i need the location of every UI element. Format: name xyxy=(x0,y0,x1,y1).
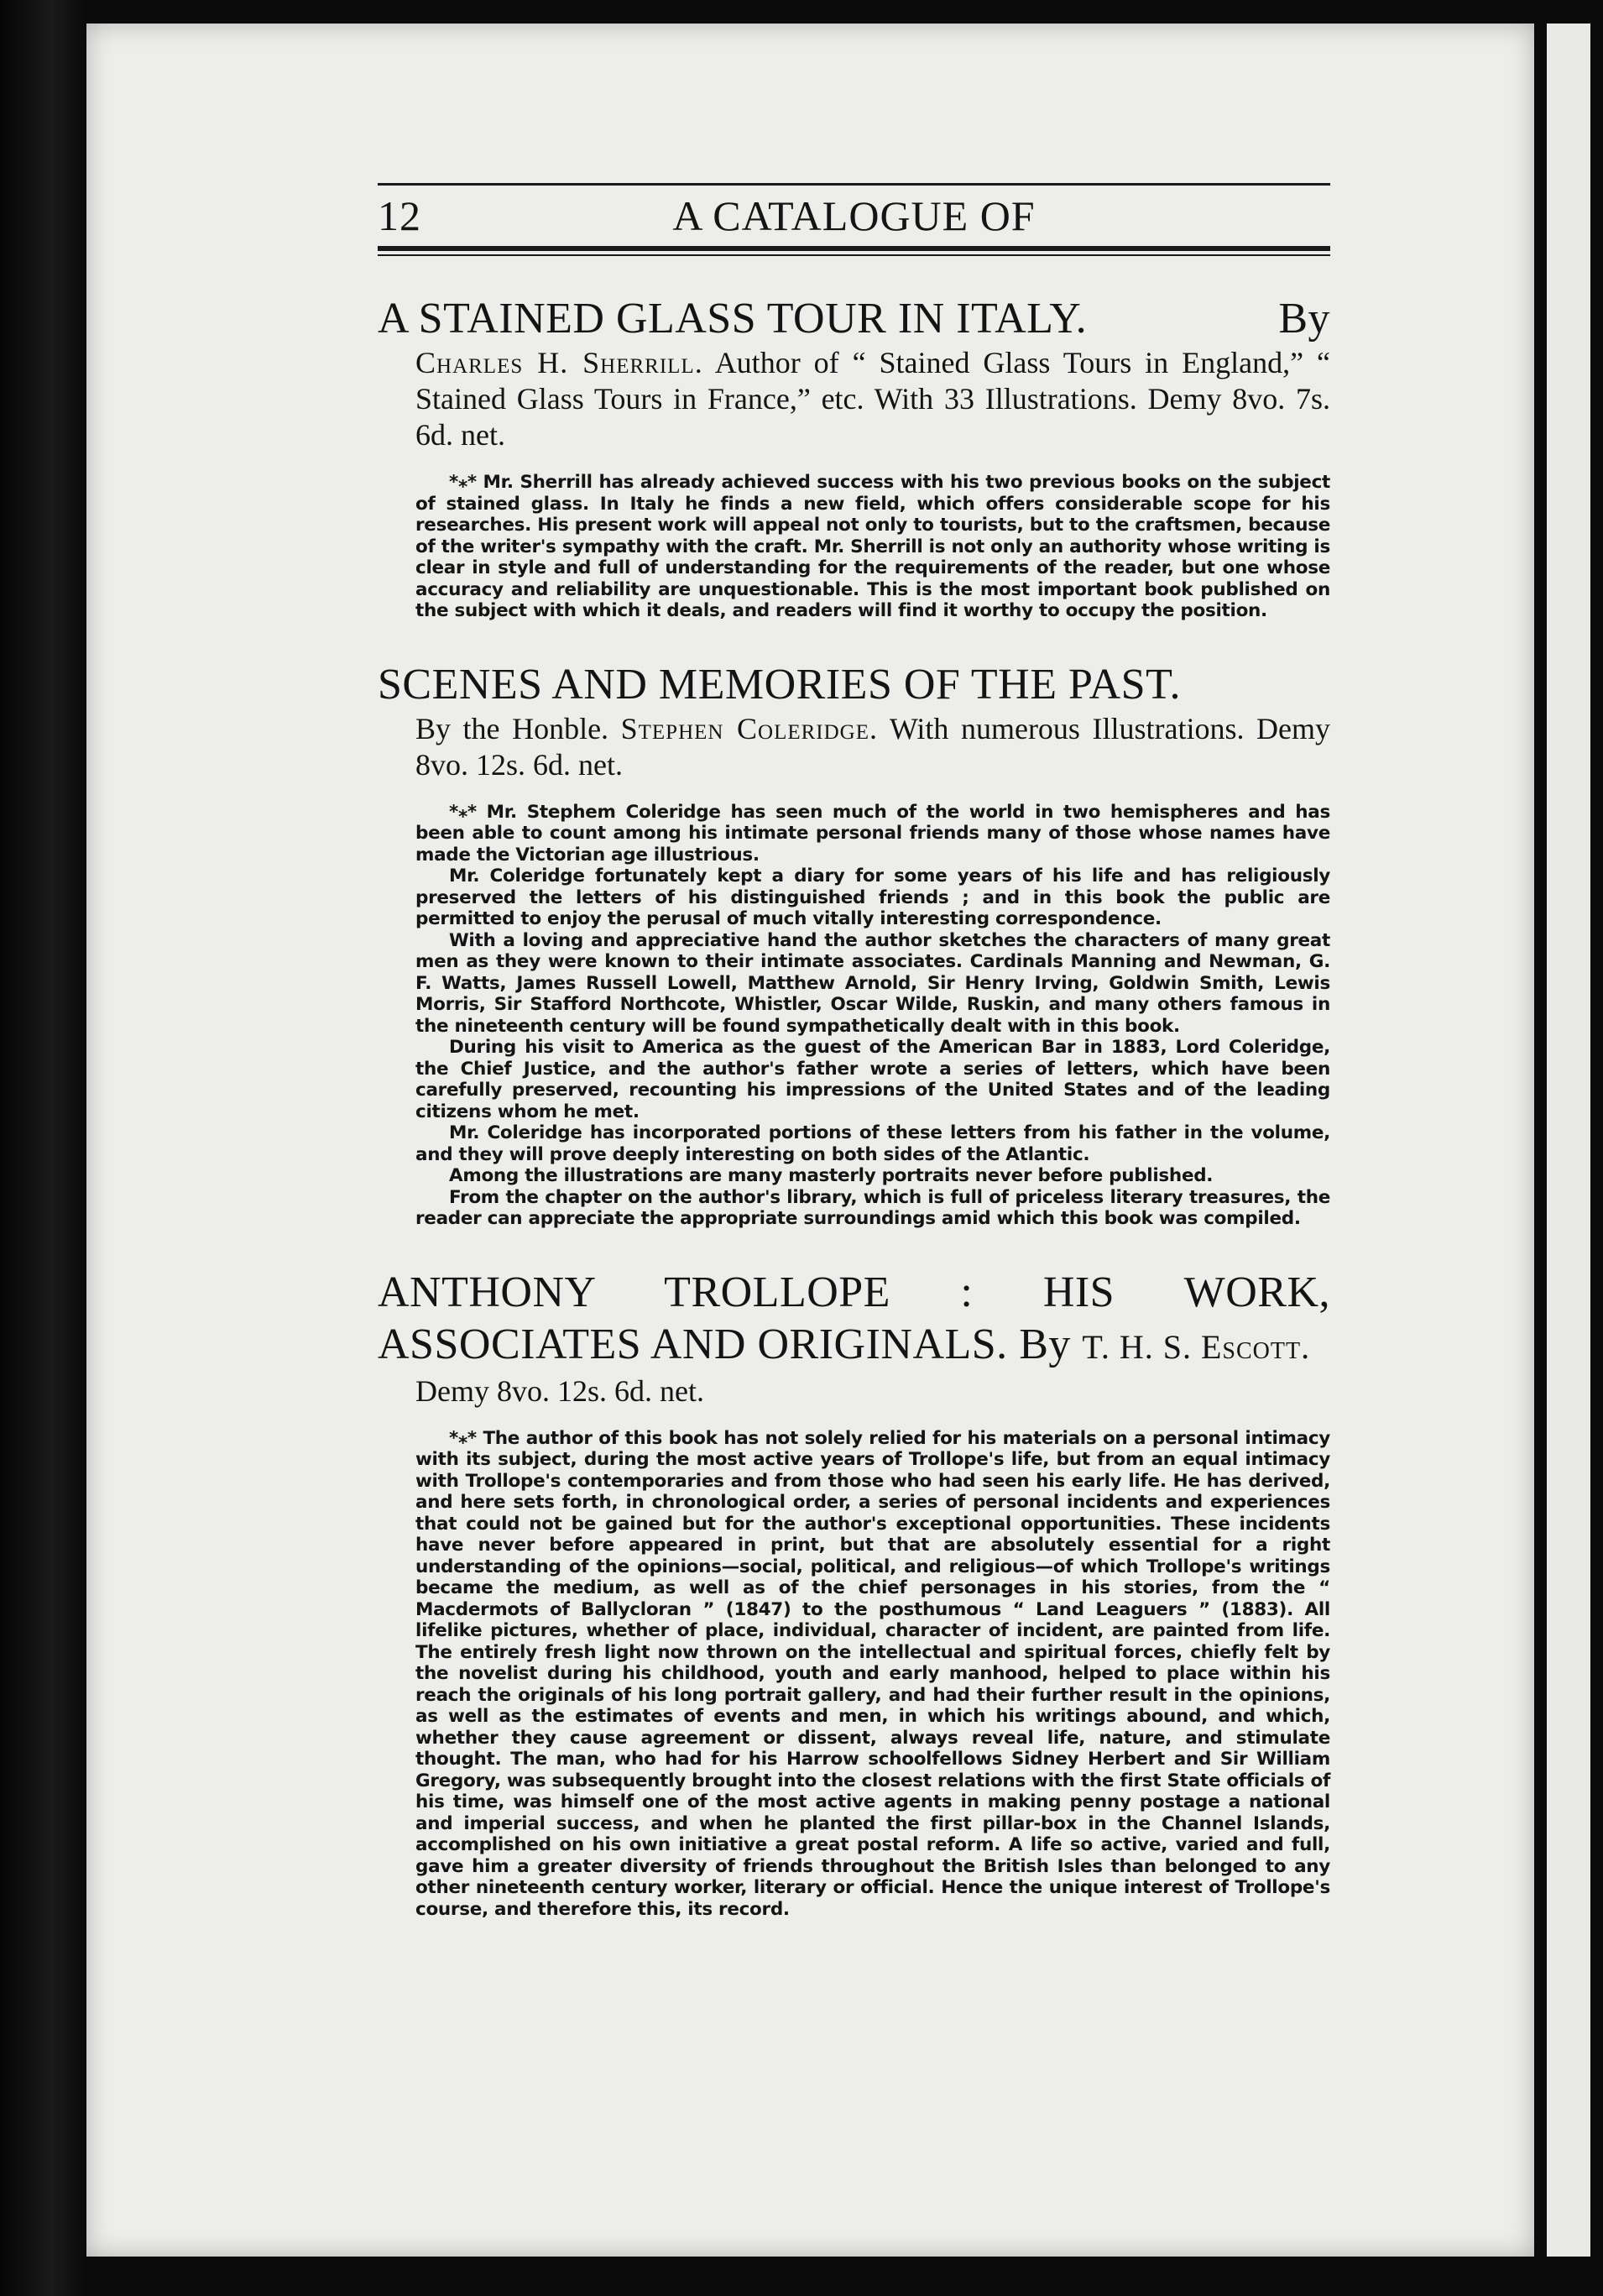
entry-details: Author of “ Stained Glass Tours in England,” “ Stained Glass Tours in France,” etc. With 33 Illustrations. Demy 8vo. 7s. 6d. net. xyxy=(415,346,1330,452)
entry-by: By xyxy=(1019,1320,1071,1368)
description-paragraph: Among the illustrations are many masterly portraits never before published. xyxy=(449,1165,1214,1186)
description-paragraph: Mr. Coleridge has incorporated portions of these letters from his father in the volume, and they will prove deeply interesting on both sides of the Atlantic. xyxy=(415,1122,1330,1165)
entry-title: ANTHONY TROLLOPE : HIS WORK, ASSOCIATES AND ORIGINALS. xyxy=(378,1268,1330,1368)
entry-details: With numerous Illustrations. Demy 8vo. 12s. 6d. net. xyxy=(415,711,1330,782)
catalogue-entry-scenes-memories xyxy=(378,659,1330,1230)
top-rule xyxy=(378,183,1330,186)
description-paragraph: With a loving and appreciative hand the author sketches the characters of many great men as they were known to their intimate associates. Cardinals Manning and Newman, G. F. Watts, James Russell Lowell, Matthew Arnold, Sir Henry Irving, Goldwin Smith, Lewis Morris, Sir Stafford Northcote, Whistler, Oscar Wilde, Ruskin, and many others famous in the nineteenth century will be found sympathetically dealt with in this book. xyxy=(415,929,1330,1037)
entry-details: Demy 8vo. 12s. 6d. net. xyxy=(415,1373,704,1408)
description-paragraph: Mr. Coleridge fortunately kept a diary for some years of his life and has religiously preserved the letters of his distinguished friends ; and in this book the public are permitted to enjoy the perusal of much vitally interesting correspondence. xyxy=(415,866,1330,929)
entry-subline xyxy=(415,711,1330,783)
entry-description xyxy=(415,802,1330,1230)
next-page-edge xyxy=(1547,24,1590,2257)
entry-author: Stephen Coleridge. xyxy=(620,711,878,745)
entry-heading xyxy=(378,293,1330,345)
description-paragraph: *⁎* The author of this book has not solely relied for his materials on a personal intimacy with its subject, during the most active years of Trollope's life, but from an equal intimacy with Trollope's contemporaries and from those who had seen his early life. He has derived, and here sets forth, in chronological order, a series of personal incidents and experiences that could not be gained but for the author's exceptional opportunities. These incidents have never before appeared in print, but that are absolutely essential for a right understanding of the opinions—social, political, and religious—of which Trollope's writings became the medium, as well as of the chief personages in his stories, from the “ Macdermots of Ballycloran ” (1847) to the posthumous “ Land Leaguers ” (1883). All lifelike pictures, whether of place, individual, character of incident, are painted from life. The entirely fresh light now thrown on the intellectual and spiritual forces, chiefly felt by the novelist during his childhood, youth and early manhood, helped to place within his reach the originals of his long portrait gallery, and had their further result in the opinions, as well as the estimates of events and men, in which his writings abound, and which, whether they cause agreement or dissent, always reveal life, nature, and stimulate thought. The man, who had for his Harrow schoolfellows Sidney Herbert and Sir William Gregory, was subsequently brought into the closest relations with the first State officials of his time, was himself one of the most active agents in making penny postage a national and imperial success, and when he planted the first pillar-box in the Channel Islands, accomplished on his own initiative a great postal reform. A life so active, varied and full, gave him a greater diversity of friends throughout the British Isles than belonged to any other nineteenth century worker, literary or official. Hence the unique interest of Trollope's course, and therefore this, its record. xyxy=(415,1427,1330,1920)
entry-title: A STAINED GLASS TOUR IN ITALY. xyxy=(378,295,1088,343)
catalogue-entry-trollope xyxy=(378,1267,1330,1921)
entry-heading xyxy=(378,1267,1330,1373)
entry-author: T. H. S. Escott. xyxy=(1082,1327,1311,1366)
catalogue-entry-stained-glass xyxy=(378,293,1330,622)
entry-heading: SCENES AND MEMORIES OF THE PAST. xyxy=(378,660,1182,709)
entry-by-prefix: By the Honble. xyxy=(415,711,609,745)
description-paragraph: From the chapter on the author's library, which is full of priceless literary treasures, the reader can appreciate the appropriate surroundings amid which this book was compiled. xyxy=(415,1186,1330,1229)
scan-left-edge xyxy=(0,0,86,2296)
description-paragraph: *⁎* Mr. Sherrill has already achieved success with his two previous books on the subject of stained glass. In Italy he finds a new field, which offers considerable scope for his researches. His present work will appeal not only to tourists, but to the craftsmen, because of the writer's sympathy with the craft. Mr. Sherrill is not only an authority whose writing is clear in style and full of understanding for the requirements of the reader, but one whose accuracy and reliability are unquestionable. This is the most important book published on the subject with which it deals, and readers will find it worthy to occupy the position. xyxy=(415,472,1330,621)
entry-by: By xyxy=(1278,295,1330,343)
entry-author: Charles H. Sherrill. xyxy=(415,346,703,379)
running-head xyxy=(378,192,1330,239)
description-paragraph: *⁎* Mr. Stephem Coleridge has seen much of the world in two hemispheres and has been able to count among his intimate personal friends many of those whose names have made the Victorian age illustrious. xyxy=(415,801,1330,866)
running-title: A CATALOGUE OF xyxy=(672,192,1036,239)
page-number: 12 xyxy=(378,192,421,239)
entry-description xyxy=(415,472,1330,622)
page-content xyxy=(378,183,1330,1920)
entry-subline xyxy=(415,345,1330,453)
double-rule xyxy=(378,246,1330,256)
description-paragraph: During his visit to America as the guest of the American Bar in 1883, Lord Coleridge, the Chief Justice, and the author's father wrote a series of letters, which have been carefully preserved, recounting his impressions of the United States and of the leading citizens whom he met. xyxy=(415,1037,1330,1122)
entry-subline xyxy=(415,1373,1330,1410)
entry-description xyxy=(415,1428,1330,1921)
